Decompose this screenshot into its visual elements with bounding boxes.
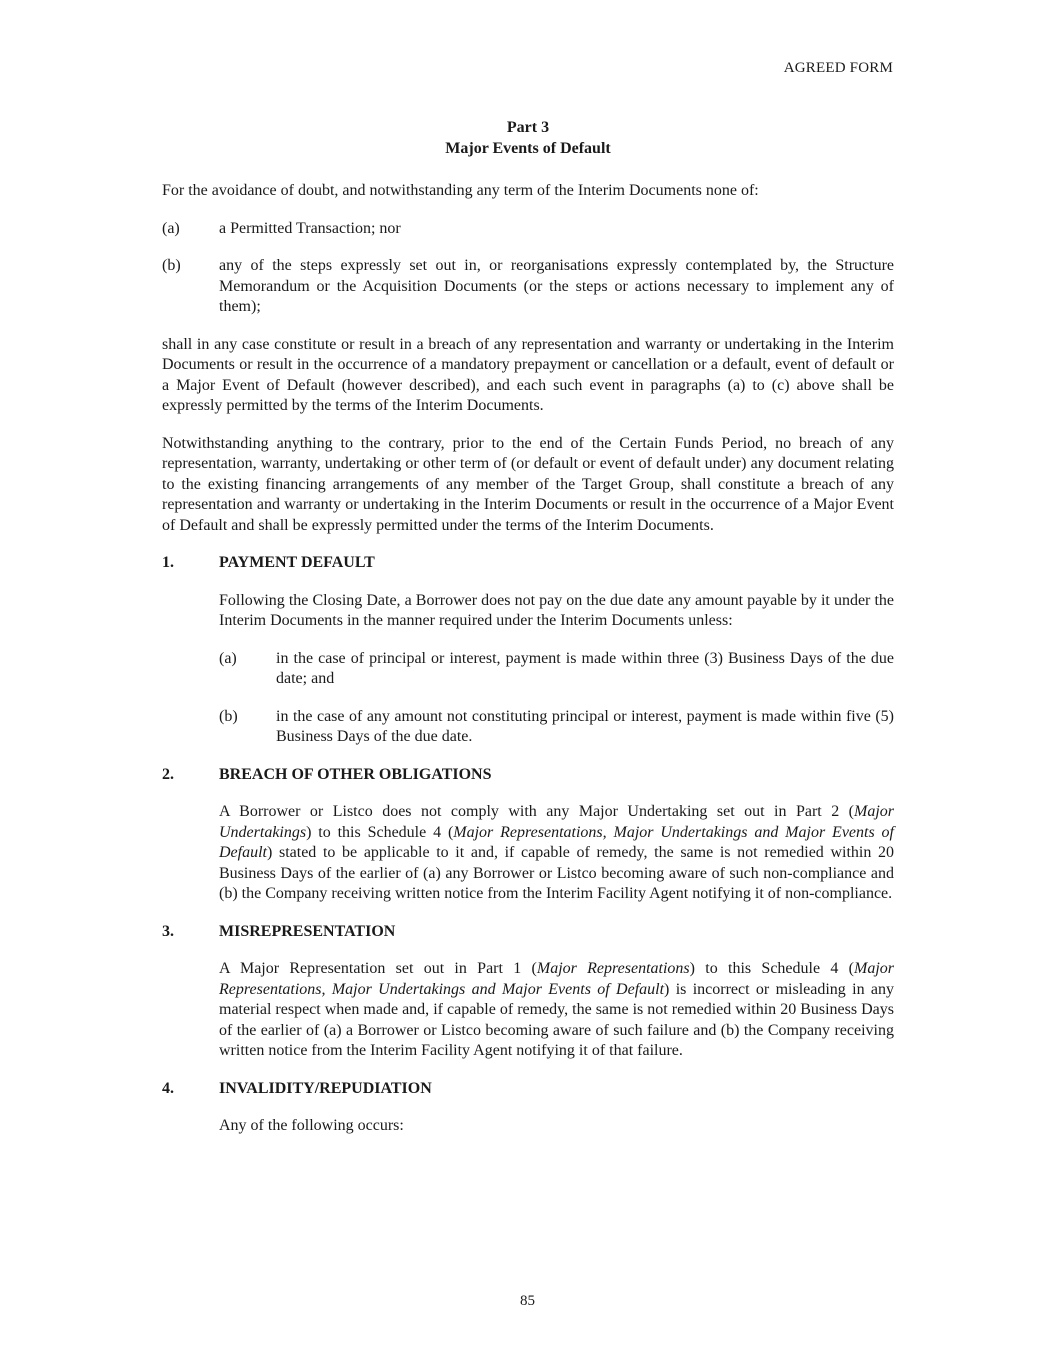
section-2-heading <box>162 765 894 786</box>
part-title: Part 3 <box>506 119 550 136</box>
body-text: ) is incorrect or misleading in any material respect when made and, if capable of remedy, the same is not remedied within 20 Business Days of the earlier of (a) a Borrower or Listco becoming aware of such failure and (b) the Company receiving written notice from the Interim Facility Agent notifying it of that failure. <box>219 980 895 1059</box>
section-3-heading <box>162 922 894 943</box>
page-number: 85 <box>520 1293 535 1309</box>
document-body <box>162 118 894 1137</box>
section-heading-text: MISREPRESENTATION <box>219 922 396 940</box>
intro-item-text: any of the steps expressly set out in, or reorganisations expressly contemplated by, the Structure Memorandum or the Acquisition Documents (or the steps or actions necessary to implement any of them); <box>219 257 894 315</box>
body-italic-text: Major Representations, Major Undertakings and Major Events of Default <box>219 960 894 998</box>
section-4-heading <box>162 1079 894 1100</box>
section-heading-text: PAYMENT DEFAULT <box>219 554 375 571</box>
intro-paragraph: For the avoidance of doubt, and notwithstanding any term of the Interim Documents none of: <box>162 182 759 199</box>
section-heading-text: BREACH OF OTHER OBLIGATIONS <box>219 765 492 783</box>
section-1-body: Following the Closing Date, a Borrower does not pay on the due date any amount payable by it under the Interim Documents in the manner required under the Interim Documents unless: <box>219 591 894 629</box>
section-number: 4. <box>162 1079 174 1097</box>
item-label: (b) <box>219 707 238 725</box>
section-heading-text: INVALIDITY/REPUDIATION <box>219 1079 432 1097</box>
section-1-item-b <box>219 707 894 748</box>
item-text: in the case of any amount not constituting principal or interest, payment is made within five (5) Business Days of the due date. <box>276 707 894 745</box>
body-text: ) stated to be applicable to it and, if capable of remedy, the same is not remedied within 20 Business Days of the earlier of (a) any Borrower or Listco becoming aware of such non-compliance and (b) the Company receiving written notice from the Interim Facility Agent notifying it of non-compliance. <box>219 844 894 902</box>
item-text: in the case of principal or interest, payment is made within three (3) Business Days of the due date; and <box>276 649 894 687</box>
body-text: A Borrower or Listco does not comply with any Major Undertaking set out in Part 2 ( <box>219 803 854 820</box>
intro-item-label: (b) <box>162 257 181 274</box>
section-3-body <box>219 959 894 1062</box>
body-italic-text: Major Undertakings <box>219 803 894 841</box>
item-label: (a) <box>219 649 237 667</box>
body-text: ) to this Schedule 4 ( <box>306 823 454 841</box>
section-2-body <box>219 802 894 905</box>
section-number: 3. <box>162 922 174 940</box>
body-text: ) to this Schedule 4 ( <box>689 960 854 977</box>
body-italic-text: Major Representations, Major Undertakings and Major Events of Default <box>219 823 894 861</box>
intro-item-b <box>162 256 894 318</box>
intro-item-a <box>162 219 894 240</box>
section-4-body: Any of the following occurs: <box>219 1117 404 1134</box>
section-number: 2. <box>162 765 174 783</box>
section-1-heading <box>162 553 894 574</box>
notwithstanding-paragraph: Notwithstanding anything to the contrary, prior to the end of the Certain Funds Period, no breach of any representation, warranty, undertaking or other term of (or default or event of default under) any document relating to the existing financing arrangements of any member of the Target Group, shall constitute a breach of any representation and warranty or undertaking in the Interim Documents or result in the occurrence of a Major Event of Default and shall be expressly permitted under the terms of the Interim Documents. <box>162 434 894 534</box>
body-text: A Major Representation set out in Part 1 ( <box>219 960 537 977</box>
shall-paragraph: shall in any case constitute or result in a breach of any representation and warranty or undertaking in the Interim Documents or result in the occurrence of a mandatory prepayment or cancellation or a default, event of default or a Major Event of Default (however described), and each such event in paragraphs (a) to (c) above shall be expressly permitted by the terms of the Interim Documents. <box>162 335 894 414</box>
section-number: 1. <box>162 554 174 571</box>
intro-item-label: (a) <box>162 219 180 237</box>
section-1-item-a <box>219 649 894 690</box>
intro-item-text: a Permitted Transaction; nor <box>219 219 401 237</box>
section-title: Major Events of Default <box>445 139 611 157</box>
body-italic-text: Major Representations <box>536 960 690 977</box>
agreed-form-label: AGREED FORM <box>783 60 893 76</box>
